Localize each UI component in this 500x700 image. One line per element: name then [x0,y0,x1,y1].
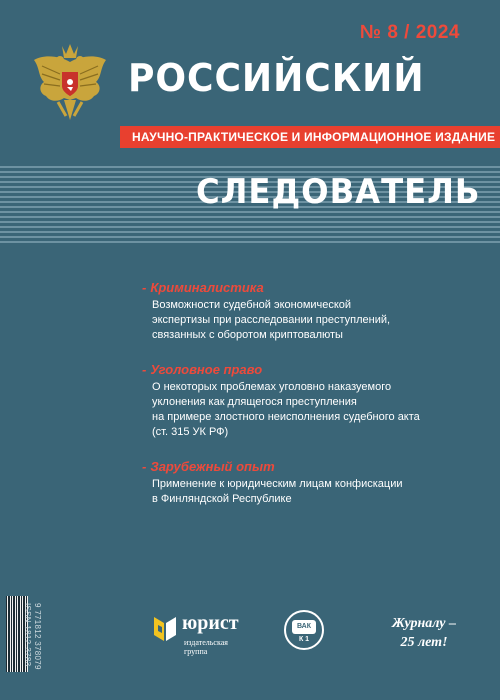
barcode-number: 9 771812 378079 [33,603,42,670]
section-criminal-law [142,362,482,440]
vak-label: ВАК [292,620,316,634]
section-text: Возможности судебной экономической экспертизы при расследовании преступлений, связанных с оборотом криптовалюты [152,299,391,341]
section-heading: - Уголовное право [142,362,263,377]
publisher-name: юрист [182,612,239,634]
journal-title-line2: СЛЕДОВАТЕЛЬ [196,172,481,212]
section-criminalistics [142,280,482,343]
publisher-subline: издательская группа [184,638,228,656]
vak-sub: К 1 [298,636,310,643]
publisher-logo-icon [152,613,178,643]
section-heading: - Зарубежный опыт [142,459,275,474]
journal-subtitle: НАУЧНО-ПРАКТИЧЕСКОЕ И ИНФОРМАЦИОННОЕ ИЗДАНИЕ [132,130,496,144]
russian-coat-of-arms-icon [30,40,110,126]
section-foreign-experience [142,459,482,507]
issue-number: № 8 / 2024 [359,22,460,43]
section-text: Применение к юридическим лицам конфискации в Финляндской Республике [152,478,403,505]
issn-text: ISSN 1812-3783 [23,603,32,667]
section-text: О некоторых проблемах уголовно наказуемого уклонения как длящегося преступления на примере злостного неисполнения судебного акта (ст. 315 УК РФ) [152,381,420,438]
anniversary-line2: 25 лет! [400,635,448,650]
vak-badge-icon [284,610,324,650]
journal-title-line1: РОССИЙСКИЙ [128,56,425,100]
anniversary-line1: Журналу – [392,616,456,631]
section-heading: - Криминалистика [142,280,264,295]
anniversary-note [374,614,474,652]
